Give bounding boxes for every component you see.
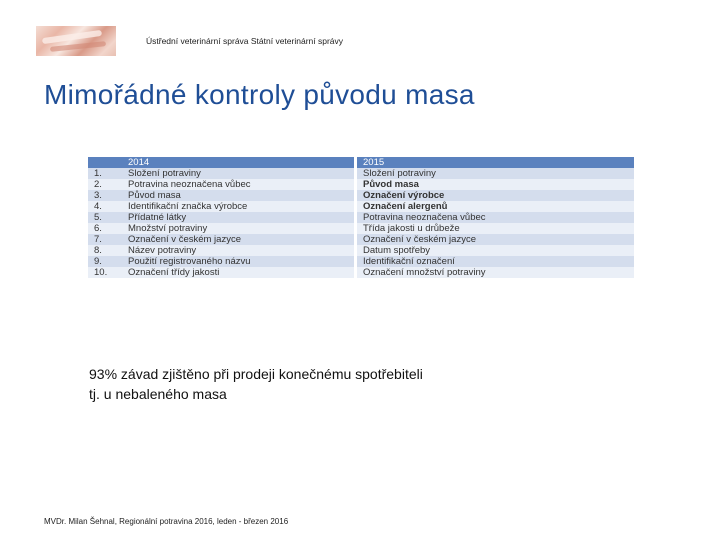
table-row <box>88 179 634 190</box>
header-2014: 2014 <box>122 157 356 168</box>
row-number: 5. <box>88 212 122 223</box>
summary-text <box>89 364 423 404</box>
row-number: 9. <box>88 256 122 267</box>
cell-2014: Potravina neoznačena vůbec <box>122 179 356 190</box>
cell-2014: Označení v českém jazyce <box>122 234 356 245</box>
cell-2014: Složení potraviny <box>122 168 356 179</box>
cell-2015: Označení výrobce <box>356 190 635 201</box>
table-row <box>88 256 634 267</box>
cell-2015: Označení alergenů <box>356 201 635 212</box>
cell-2015: Označení v českém jazyce <box>356 234 635 245</box>
slide-title: Mimořádné kontroly původu masa <box>44 79 475 110</box>
row-number: 8. <box>88 245 122 256</box>
header-organization-text: Ústřední veterinární správa Státní veterinární správy <box>146 36 344 46</box>
table-row <box>88 212 634 223</box>
header-2015: 2015 <box>356 157 635 168</box>
cell-2014: Použití registrovaného názvu <box>122 256 356 267</box>
table-row <box>88 223 634 234</box>
cell-2015: Označení množství potraviny <box>356 267 635 278</box>
table-row <box>88 190 634 201</box>
row-number: 3. <box>88 190 122 201</box>
cell-2015: Původ masa <box>356 179 635 190</box>
cell-2014: Označení třídy jakosti <box>122 267 356 278</box>
table-row <box>88 267 634 278</box>
table-row <box>88 168 634 179</box>
row-number: 1. <box>88 168 122 179</box>
table-row <box>88 245 634 256</box>
row-number: 10. <box>88 267 122 278</box>
summary-line-2: tj. u nebaleného masa <box>89 386 227 402</box>
table-header-row <box>88 157 634 168</box>
row-number: 2. <box>88 179 122 190</box>
row-number: 4. <box>88 201 122 212</box>
table-row <box>88 201 634 212</box>
cell-2014: Původ masa <box>122 190 356 201</box>
row-number: 6. <box>88 223 122 234</box>
cell-2014: Identifikační značka výrobce <box>122 201 356 212</box>
cell-2015: Datum spotřeby <box>356 245 635 256</box>
findings-table <box>88 157 634 278</box>
logo-streak <box>50 41 106 52</box>
meat-photo-logo <box>36 26 116 56</box>
cell-2014: Množství potraviny <box>122 223 356 234</box>
cell-2015: Třída jakosti u drůbeže <box>356 223 635 234</box>
footer-credit: MVDr. Milan Šehnal, Regionální potravina 2016, leden - březen 2016 <box>44 517 289 526</box>
cell-2015: Složení potraviny <box>356 168 635 179</box>
row-number: 7. <box>88 234 122 245</box>
cell-2014: Přídatné látky <box>122 212 356 223</box>
table-row <box>88 234 634 245</box>
cell-2015: Potravina neoznačena vůbec <box>356 212 635 223</box>
cell-2014: Název potraviny <box>122 245 356 256</box>
summary-line-1: 93% závad zjištěno při prodeji konečnému spotřebiteli <box>89 366 423 382</box>
header-num <box>88 157 122 168</box>
cell-2015: Identifikační označení <box>356 256 635 267</box>
